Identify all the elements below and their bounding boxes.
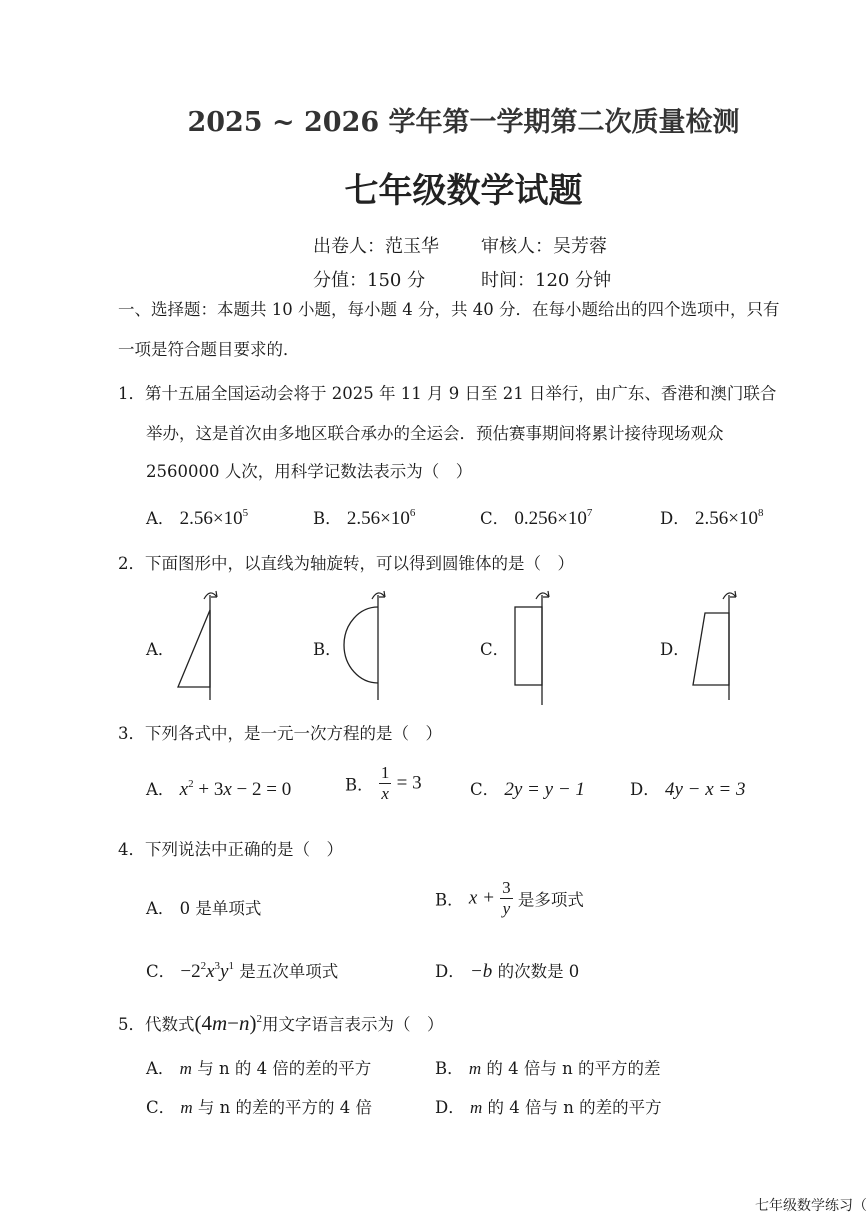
- option-label: B．: [435, 1059, 464, 1078]
- q1-option-c[interactable]: [480, 505, 592, 530]
- option-variable: x +: [468, 887, 495, 909]
- option-rhs: = 3: [396, 772, 422, 794]
- q5-option-b[interactable]: [435, 1055, 661, 1079]
- question-4-stem: 4．下列说法中正确的是（ ）: [118, 840, 343, 859]
- option-label: B．: [313, 509, 342, 528]
- time-label: 时间：120 分钟: [481, 270, 612, 291]
- q5-option-d[interactable]: [435, 1094, 662, 1118]
- option-label: B．: [435, 890, 464, 910]
- option-text: 的 4 倍与 n 的差的平方: [487, 1098, 662, 1117]
- option-value: $2.56\times 10^5$: [179, 507, 249, 529]
- section-heading-line2: 一项是符合题目要求的．: [118, 340, 300, 359]
- option-label: C．: [470, 780, 500, 799]
- q3-option-c[interactable]: [470, 776, 585, 801]
- option-text: 的次数是 0: [497, 962, 580, 981]
- q4-option-c[interactable]: [146, 958, 338, 983]
- score-label: 分值：150 分: [313, 270, 426, 291]
- option-expression: −b: [469, 961, 493, 982]
- option-value: $2.56\times 10^8$: [694, 507, 764, 529]
- option-label: C．: [146, 1098, 176, 1117]
- option-label: C．: [146, 962, 176, 981]
- q3-option-b[interactable]: [345, 763, 422, 804]
- option-label: A．: [146, 899, 175, 918]
- option-variable: m: [180, 1098, 193, 1117]
- option-expression: $-2^2x^3y^1$: [180, 960, 234, 982]
- option-variable: m: [469, 1098, 483, 1117]
- author-label: 出卷人：范玉华: [313, 236, 439, 257]
- question-5-stem: 5．代数式$(4m-n)^2$用文字语言表示为（ ）: [118, 1011, 444, 1035]
- q2-option-b-label[interactable]: B．: [313, 640, 342, 659]
- q2-option-d-label[interactable]: D．: [660, 640, 690, 659]
- option-label: B．: [345, 775, 374, 795]
- q2-figure-b: [340, 585, 400, 700]
- q4-option-a[interactable]: [146, 895, 261, 919]
- q2-option-c-label[interactable]: C．: [480, 640, 510, 659]
- option-text: 与 n 的 4 倍的差的平方: [197, 1059, 372, 1078]
- q4-option-b[interactable]: [435, 878, 584, 919]
- q3-option-d[interactable]: [630, 776, 746, 801]
- q2-option-a-label[interactable]: A．: [146, 640, 175, 659]
- option-label: D．: [435, 1098, 465, 1117]
- page-footer: 七年级数学练习（: [755, 1198, 867, 1214]
- question-1-line3: 2560000 人次，用科学记数法表示为（ ）: [146, 462, 473, 481]
- q1-option-d[interactable]: [660, 505, 763, 530]
- option-value: $2.56\times 10^6$: [346, 507, 416, 529]
- q1-option-b[interactable]: [313, 505, 415, 530]
- option-text: 是五次单项式: [239, 962, 339, 981]
- reviewer-label: 审核人：吴芳蓉: [481, 236, 607, 257]
- q4-option-d[interactable]: [435, 958, 579, 983]
- option-label: A．: [146, 1059, 175, 1078]
- option-variable: m: [179, 1059, 192, 1078]
- option-label: C．: [480, 509, 510, 528]
- option-text: 0 是单项式: [179, 899, 262, 918]
- option-fraction: $\frac{1}{x}$: [380, 763, 390, 803]
- option-label: A．: [146, 780, 175, 799]
- exam-subtitle: 七年级数学试题: [344, 171, 583, 211]
- option-label: D．: [660, 509, 690, 528]
- option-expression: 4y − x = 3: [664, 779, 746, 800]
- question-3-stem: 3．下列各式中，是一元一次方程的是（ ）: [118, 724, 442, 743]
- exam-title: 2025 ~ 2026 学年第一学期第二次质量检测: [187, 107, 740, 138]
- option-variable: m: [468, 1059, 482, 1078]
- q1-option-a[interactable]: [146, 505, 248, 530]
- option-text: 是多项式: [517, 890, 584, 910]
- q2-figure-d: [685, 585, 745, 700]
- q2-figure-a: [170, 585, 230, 700]
- q5-option-c[interactable]: [146, 1094, 372, 1118]
- option-label: A．: [146, 509, 175, 528]
- option-expression: 2y = y − 1: [504, 779, 585, 800]
- section-heading-line1: 一、选择题：本题共 10 小题，每小题 4 分，共 40 分．在每小题给出的四个选项中，只有: [118, 300, 780, 319]
- q3-option-a[interactable]: [146, 776, 291, 801]
- option-label: D．: [435, 962, 465, 981]
- option-text: 的 4 倍与 n 的平方的差: [486, 1059, 661, 1078]
- option-text: 与 n 的差的平方的 4 倍: [197, 1098, 373, 1117]
- expression: $(4m-n)^2$: [194, 1011, 263, 1035]
- option-fraction: $\frac{3}{y}$: [502, 878, 511, 918]
- option-expression: $x^2 + 3x - 2 = 0$: [179, 778, 292, 800]
- q2-figure-c: [505, 585, 565, 705]
- q5-option-a[interactable]: [146, 1055, 371, 1079]
- question-2-stem: 2．下面图形中，以直线为轴旋转，可以得到圆锥体的是（ ）: [118, 554, 574, 573]
- question-1-line2: 举办，这是首次由多地区联合承办的全运会．预估赛事期间将累计接待现场观众: [146, 424, 724, 443]
- option-value: $0.256\times 10^7$: [514, 507, 593, 529]
- question-1-line1: 1．第十五届全国运动会将于 2025 年 11 月 9 日至 21 日举行，由广东、香港和澳门联合: [118, 384, 777, 403]
- option-label: D．: [630, 780, 660, 799]
